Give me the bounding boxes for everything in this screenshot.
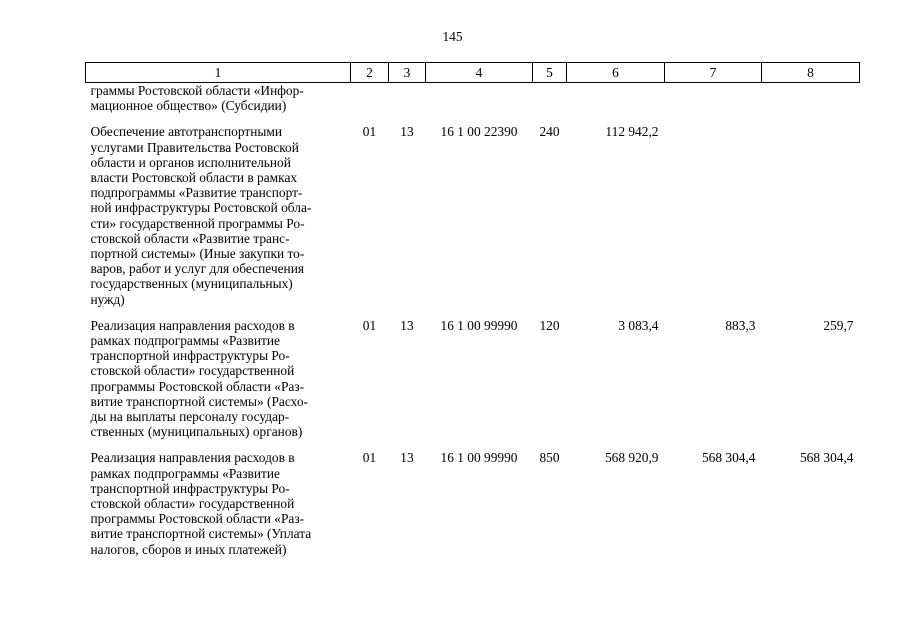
description-line: портной системы» (Иные закупки то- — [90, 246, 305, 262]
target-article-code — [426, 83, 533, 125]
amount-col-6: 112 942,2 — [605, 124, 659, 140]
description-line: транспортной инфраструктуры Ро- — [90, 348, 290, 364]
description-line: государственных (муниципальных) — [90, 276, 293, 292]
subsection-code — [389, 83, 426, 125]
description-line: сти» государственной программы Ро- — [90, 215, 305, 231]
amount-col-7: 883,3 — [725, 317, 756, 333]
amount-col-7: 568 304,4 — [701, 450, 756, 466]
amount-col-8: 259,7 — [823, 317, 854, 333]
section-code: 01 — [362, 450, 377, 466]
target-article-code: 16 1 00 99990 — [440, 317, 518, 333]
description-line: Реализация направления расходов в — [90, 450, 295, 466]
table-row — [86, 83, 860, 125]
amount-col-8 — [762, 124, 860, 317]
description-line: власти Ростовской области в рамках — [90, 170, 298, 186]
budget-table — [85, 62, 860, 568]
description-line: ной инфраструктуры Ростовской обла- — [90, 200, 312, 216]
amount-col-6: 3 083,4 — [618, 317, 659, 333]
amount-col-8 — [762, 83, 860, 125]
table-row — [86, 450, 860, 567]
description-line: услугами Правительства Ростовской — [90, 139, 299, 155]
description-line: программы Ростовской области «Раз- — [90, 378, 305, 394]
description-line: налогов, сборов и иных платежей) — [90, 541, 287, 557]
description-line: Обеспечение автотранспортными — [90, 124, 283, 140]
description-line: витие транспортной системы» (Расхо- — [90, 393, 308, 409]
description-line: мационное общество» (Субсидии) — [90, 98, 287, 114]
column-header-4: 4 — [426, 63, 533, 83]
header-row — [86, 63, 860, 83]
row-description — [86, 124, 351, 317]
description-line: витие транспортной системы» (Уплата — [90, 526, 312, 542]
description-line: граммы Ростовской области «Инфор- — [90, 83, 304, 98]
description-line: нужд) — [90, 291, 125, 307]
description-line: области и органов исполнительной — [90, 154, 291, 170]
table-row — [86, 318, 860, 451]
section-code: 01 — [362, 124, 377, 140]
description-line: рамках подпрограммы «Развитие — [90, 333, 280, 349]
description-line: ды на выплаты персоналу государ- — [90, 409, 290, 425]
subsection-code: 13 — [400, 317, 414, 333]
expense-type-code: 240 — [539, 124, 560, 140]
description-line: стовской области» государственной — [90, 496, 295, 512]
subsection-code: 13 — [400, 450, 414, 466]
section-code — [351, 83, 389, 125]
section-code: 01 — [362, 317, 377, 333]
column-header-2: 2 — [351, 63, 389, 83]
page-number: 145 — [442, 29, 463, 44]
description-line: стовской области» государственной — [90, 363, 295, 379]
description-line: подпрограммы «Развитие транспорт- — [90, 185, 303, 201]
description-line: рамках подпрограммы «Развитие — [90, 465, 280, 481]
amount-col-7 — [665, 83, 762, 125]
amount-col-6: 568 920,9 — [604, 450, 659, 466]
expense-type-code: 850 — [539, 450, 560, 466]
amount-col-6 — [567, 83, 665, 125]
row-description — [86, 450, 351, 567]
column-header-8: 8 — [762, 63, 860, 83]
column-header-3: 3 — [389, 63, 426, 83]
target-article-code: 16 1 00 22390 — [440, 124, 518, 140]
target-article-code: 16 1 00 99990 — [440, 450, 518, 466]
expense-type-code — [533, 83, 567, 125]
description-line: ственных (муниципальных) органов) — [90, 424, 303, 440]
column-header-7: 7 — [665, 63, 762, 83]
column-header-6: 6 — [567, 63, 665, 83]
description-line: Реализация направления расходов в — [90, 317, 295, 333]
description-line: стовской области «Развитие транс- — [90, 230, 290, 246]
row-description — [86, 83, 351, 125]
description-line: варов, работ и услуг для обеспечения — [90, 261, 305, 277]
column-header-1: 1 — [86, 63, 351, 83]
table-row — [86, 124, 860, 317]
column-header-5: 5 — [533, 63, 567, 83]
description-line: программы Ростовской области «Раз- — [90, 511, 305, 527]
row-description — [86, 318, 351, 451]
amount-col-8: 568 304,4 — [799, 450, 854, 466]
amount-col-7 — [665, 124, 762, 317]
expense-type-code: 120 — [539, 317, 560, 333]
description-line: транспортной инфраструктуры Ро- — [90, 480, 290, 496]
subsection-code: 13 — [400, 124, 414, 140]
